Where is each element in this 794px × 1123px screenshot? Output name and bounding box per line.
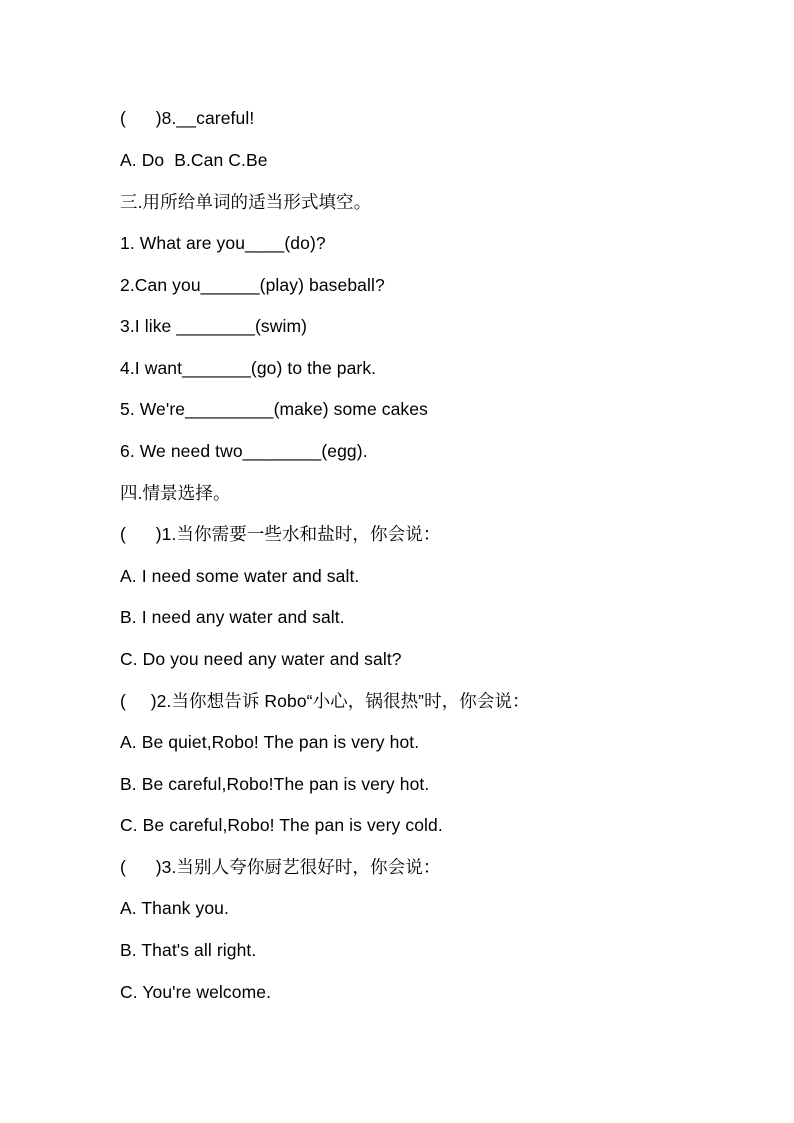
situation-1-option-a: A. I need some water and salt. [120,566,360,586]
situation-2-option-b: B. Be careful,Robo!The pan is very hot. [120,774,430,794]
situation-question-3: ( )3.当别人夸你厨艺很好时，你会说： [120,857,441,877]
fill-blank-4: 4.I want_______(go) to the park. [120,358,377,378]
situation-3-option-a: A. Thank you. [120,898,229,918]
situation-1-option-c: C. Do you need any water and salt? [120,649,402,669]
fill-blank-1: 1. What are you____(do)? [120,233,326,253]
situation-1-option-b: B. I need any water and salt. [120,607,345,627]
situation-question-1: ( )1.当你需要一些水和盐时，你会说： [120,524,441,544]
section-3-heading: 三.用所给单词的适当形式填空。 [120,192,372,212]
section-4-heading: 四.情景选择。 [120,483,231,503]
situation-3-option-b: B. That's all right. [120,940,257,960]
fill-blank-5: 5. We're_________(make) some cakes [120,399,428,419]
fill-blank-2: 2.Can you______(play) baseball? [120,275,385,295]
situation-question-2: ( )2.当你想告诉 Robo“小心，锅很热”时，你会说： [120,691,530,711]
question-8-line: ( )8.__careful! [120,108,255,128]
fill-blank-6: 6. We need two________(egg). [120,441,368,461]
question-8-options: A. Do B.Can C.Be [120,150,268,170]
fill-blank-3: 3.I like ________(swim) [120,316,308,336]
situation-2-option-a: A. Be quiet,Robo! The pan is very hot. [120,732,420,752]
situation-3-option-c: C. You're welcome. [120,982,272,1002]
situation-2-option-c: C. Be careful,Robo! The pan is very cold. [120,815,443,835]
